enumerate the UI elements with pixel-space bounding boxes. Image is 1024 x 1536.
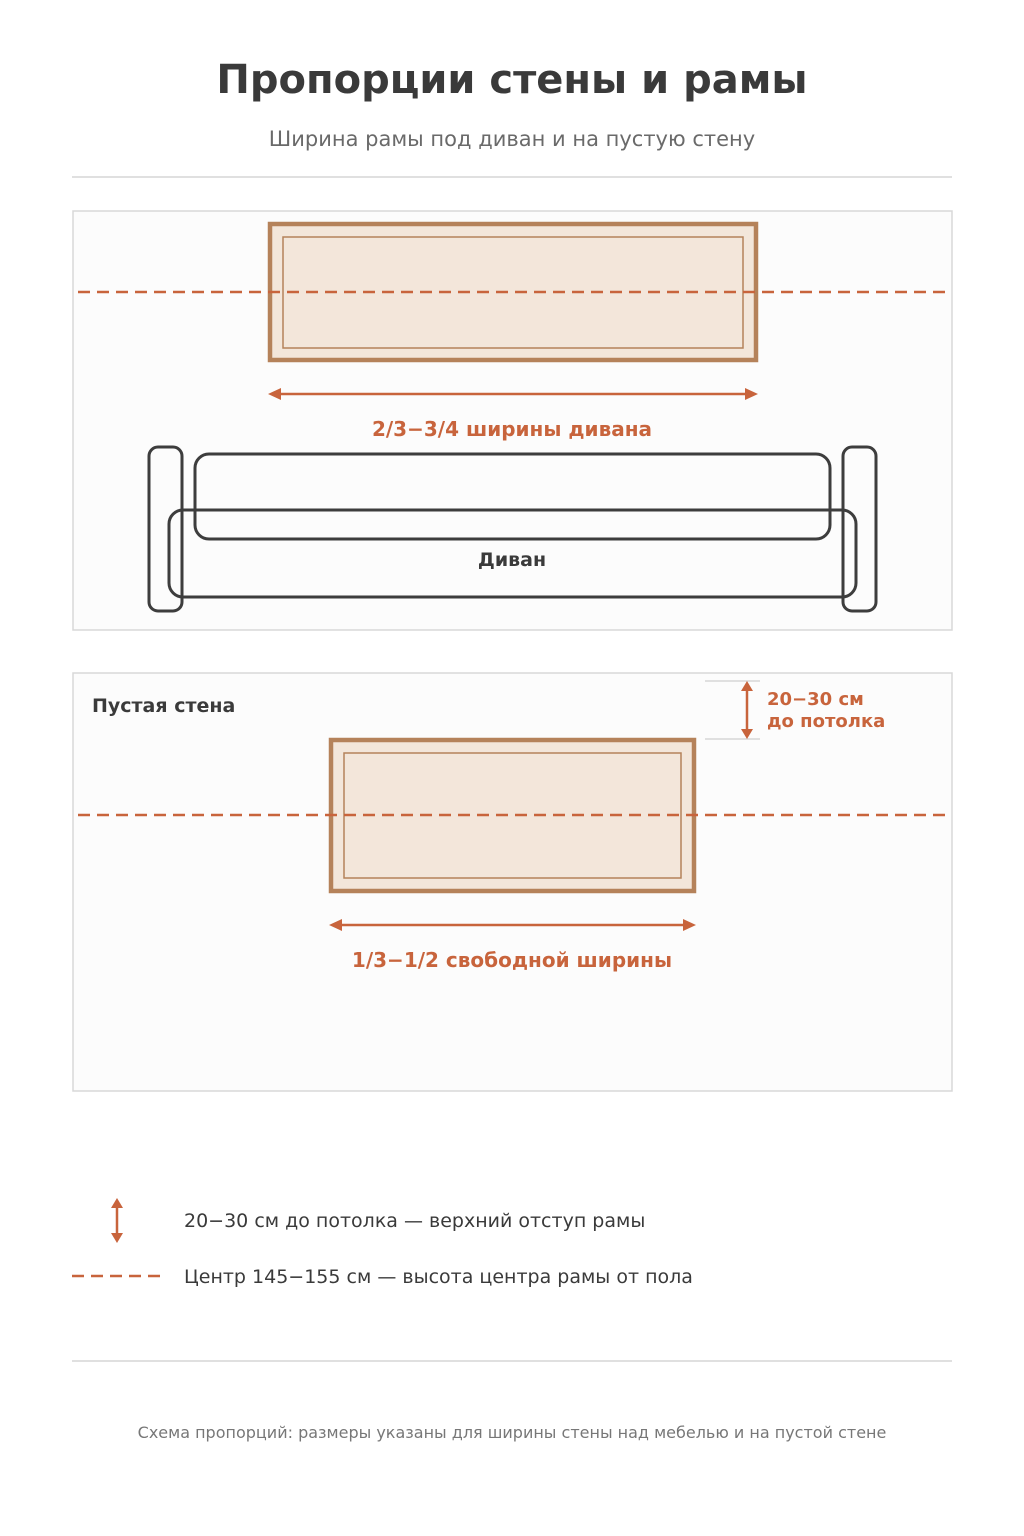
legend-arrow-down-head [111,1233,123,1243]
legend-item-text: 20−30 см до потолка — верхний отступ рамы [184,1210,646,1232]
empty-wall-label: Пустая стена [92,695,236,717]
page-subtitle: Ширина рамы под диван и на пустую стену [268,127,756,151]
footer-note: Схема пропорций: размеры указаны для ширины стены над мебелью и на пустой стене [137,1423,887,1442]
page-title: Пропорции стены и рамы [216,57,808,103]
free-width-label: 1/3−1/2 свободной ширины [351,948,673,972]
ceiling-gap-label-line2: до потолка [767,711,886,732]
frame-over-sofa [270,224,756,360]
legend-item-text: Центр 145−155 см — высота центра рамы от пола [184,1266,693,1288]
legend-arrow-up-head [111,1198,123,1208]
frame-outer [270,224,756,360]
empty-wall-panel [73,673,952,1091]
legend [72,1198,693,1288]
sofa-label: Диван [477,549,547,571]
frame-width-label: 2/3−3/4 ширины дивана [371,417,653,441]
ceiling-gap-label-line1: 20−30 см [767,689,864,710]
vertical-double-arrow-icon [111,1198,123,1243]
legend-item [72,1266,693,1288]
sofa-panel [73,211,952,630]
legend-item [111,1198,645,1243]
